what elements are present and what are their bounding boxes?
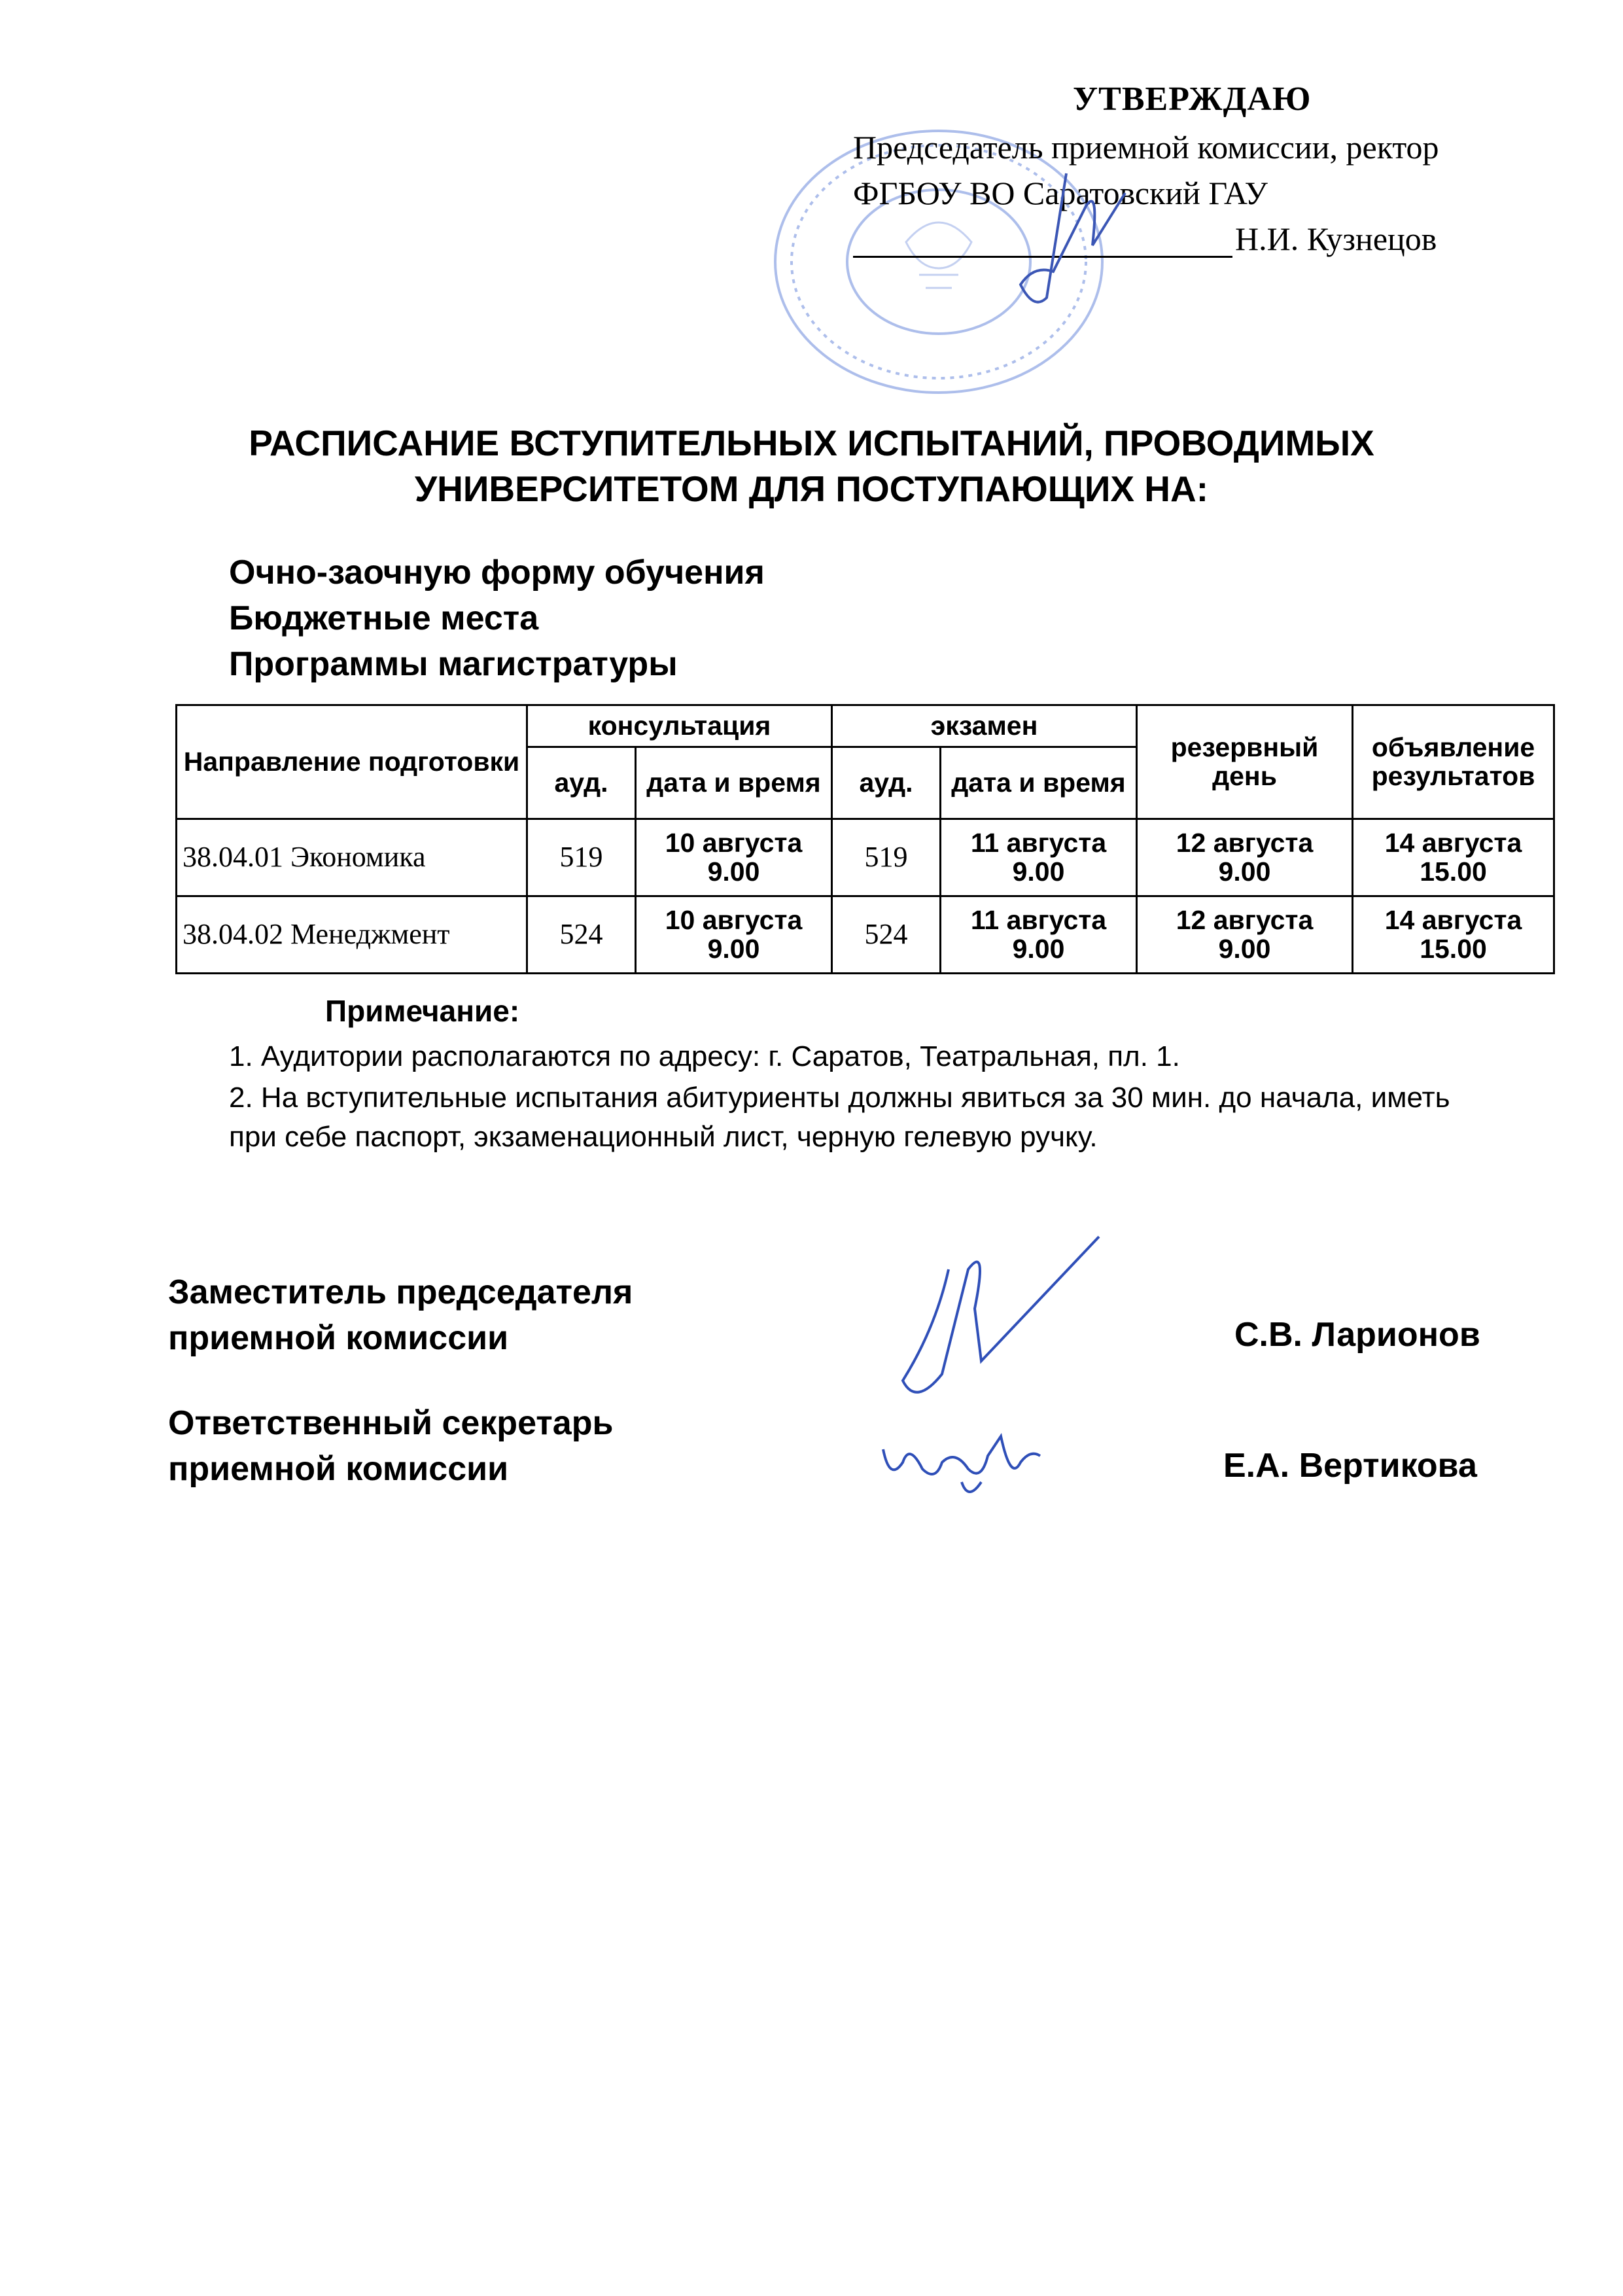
exam-datetime-cell: [941, 896, 1137, 974]
signatory-role-1: [168, 1269, 633, 1361]
exam-room-cell: 519: [832, 819, 941, 896]
results-date: 14 августа: [1384, 828, 1522, 858]
exam-date: 11 августа: [970, 828, 1107, 858]
cons-date: 10 августа: [665, 828, 803, 858]
role-line: приемной комиссии: [168, 1319, 509, 1357]
signatory-name-1: С.В. Ларионов: [1234, 1316, 1480, 1354]
document-title-line2: УНИВЕРСИТЕТОМ ДЛЯ ПОСТУПАЮЩИХ НА:: [414, 468, 1209, 509]
header-cons-datetime: дата и время: [636, 747, 832, 819]
program-level: Программы магистратуры: [229, 645, 678, 683]
approval-organization: ФГБОУ ВО Саратовский ГАУ: [853, 175, 1268, 211]
approval-signer: Н.И. Кузнецов: [1235, 221, 1437, 257]
cons-datetime-cell: [636, 896, 832, 974]
approval-position: Председатель приемной комиссии, ректор: [853, 129, 1439, 166]
header-direction: Направление подготовки: [177, 705, 527, 819]
exam-date: 11 августа: [970, 905, 1107, 936]
signatory-name-2: Е.А. Вертикова: [1223, 1447, 1477, 1485]
signature-icon: [870, 1423, 1047, 1508]
reserve-time: 9.00: [1218, 933, 1271, 964]
header-cons-room: ауд.: [527, 747, 636, 819]
role-line: приемной комиссии: [168, 1450, 509, 1488]
header-exam-room: ауд.: [832, 747, 941, 819]
header-reserve: резервный день: [1137, 705, 1353, 819]
reserve-date: 12 августа: [1176, 905, 1314, 936]
cons-datetime-cell: [636, 819, 832, 896]
schedule-table: [175, 704, 1555, 974]
cons-date: 10 августа: [665, 905, 803, 936]
document-title-line1: РАСПИСАНИЕ ВСТУПИТЕЛЬНЫХ ИСПЫТАНИЙ, ПРОВОДИМЫХ: [249, 423, 1374, 463]
exam-datetime-cell: [941, 819, 1137, 896]
direction-cell: 38.04.01 Экономика: [177, 819, 527, 896]
note-item-1: 1. Аудитории располагаются по адресу: г. Саратов, Театральная, пл. 1.: [229, 1040, 1180, 1072]
table-row: [177, 819, 1554, 896]
cons-room-cell: 519: [527, 819, 636, 896]
header-exam-datetime: дата и время: [941, 747, 1137, 819]
approval-signature-line: [853, 220, 1437, 258]
note-title: Примечание:: [325, 994, 520, 1028]
header-exam: экзамен: [832, 705, 1137, 747]
signature-icon: [890, 1230, 1106, 1413]
note-item-2-line2: при себе паспорт, экзаменационный лист, черную гелевую ручку.: [229, 1121, 1098, 1153]
reserve-time: 9.00: [1218, 856, 1271, 887]
rector-signature-icon: [994, 167, 1138, 317]
signatory-role-2: [168, 1400, 613, 1492]
exam-time: 9.00: [1012, 856, 1065, 887]
note-item-2-line1: 2. На вступительные испытания абитуриенты должны явиться за 30 мин. до начала, иметь: [229, 1082, 1450, 1114]
approval-title: УТВЕРЖДАЮ: [1073, 80, 1312, 118]
header-consultation: консультация: [527, 705, 832, 747]
budget-places: Бюджетные места: [229, 599, 539, 637]
direction-cell: 38.04.02 Менеджмент: [177, 896, 527, 974]
reserve-cell: [1137, 819, 1353, 896]
table-row: [177, 896, 1554, 974]
results-date: 14 августа: [1384, 905, 1522, 936]
role-line: Ответственный секретарь: [168, 1404, 614, 1442]
results-time: 15.00: [1420, 933, 1487, 964]
cons-time: 9.00: [707, 856, 760, 887]
exam-time: 9.00: [1012, 933, 1065, 964]
cons-room-cell: 524: [527, 896, 636, 974]
results-time: 15.00: [1420, 856, 1487, 887]
results-cell: [1353, 896, 1554, 974]
role-line: Заместитель председателя: [168, 1273, 633, 1311]
reserve-date: 12 августа: [1176, 828, 1314, 858]
reserve-cell: [1137, 896, 1353, 974]
header-results: объявление результатов: [1353, 705, 1554, 819]
cons-time: 9.00: [707, 933, 760, 964]
exam-room-cell: 524: [832, 896, 941, 974]
study-form: Очно-заочную форму обучения: [229, 554, 765, 592]
results-cell: [1353, 819, 1554, 896]
